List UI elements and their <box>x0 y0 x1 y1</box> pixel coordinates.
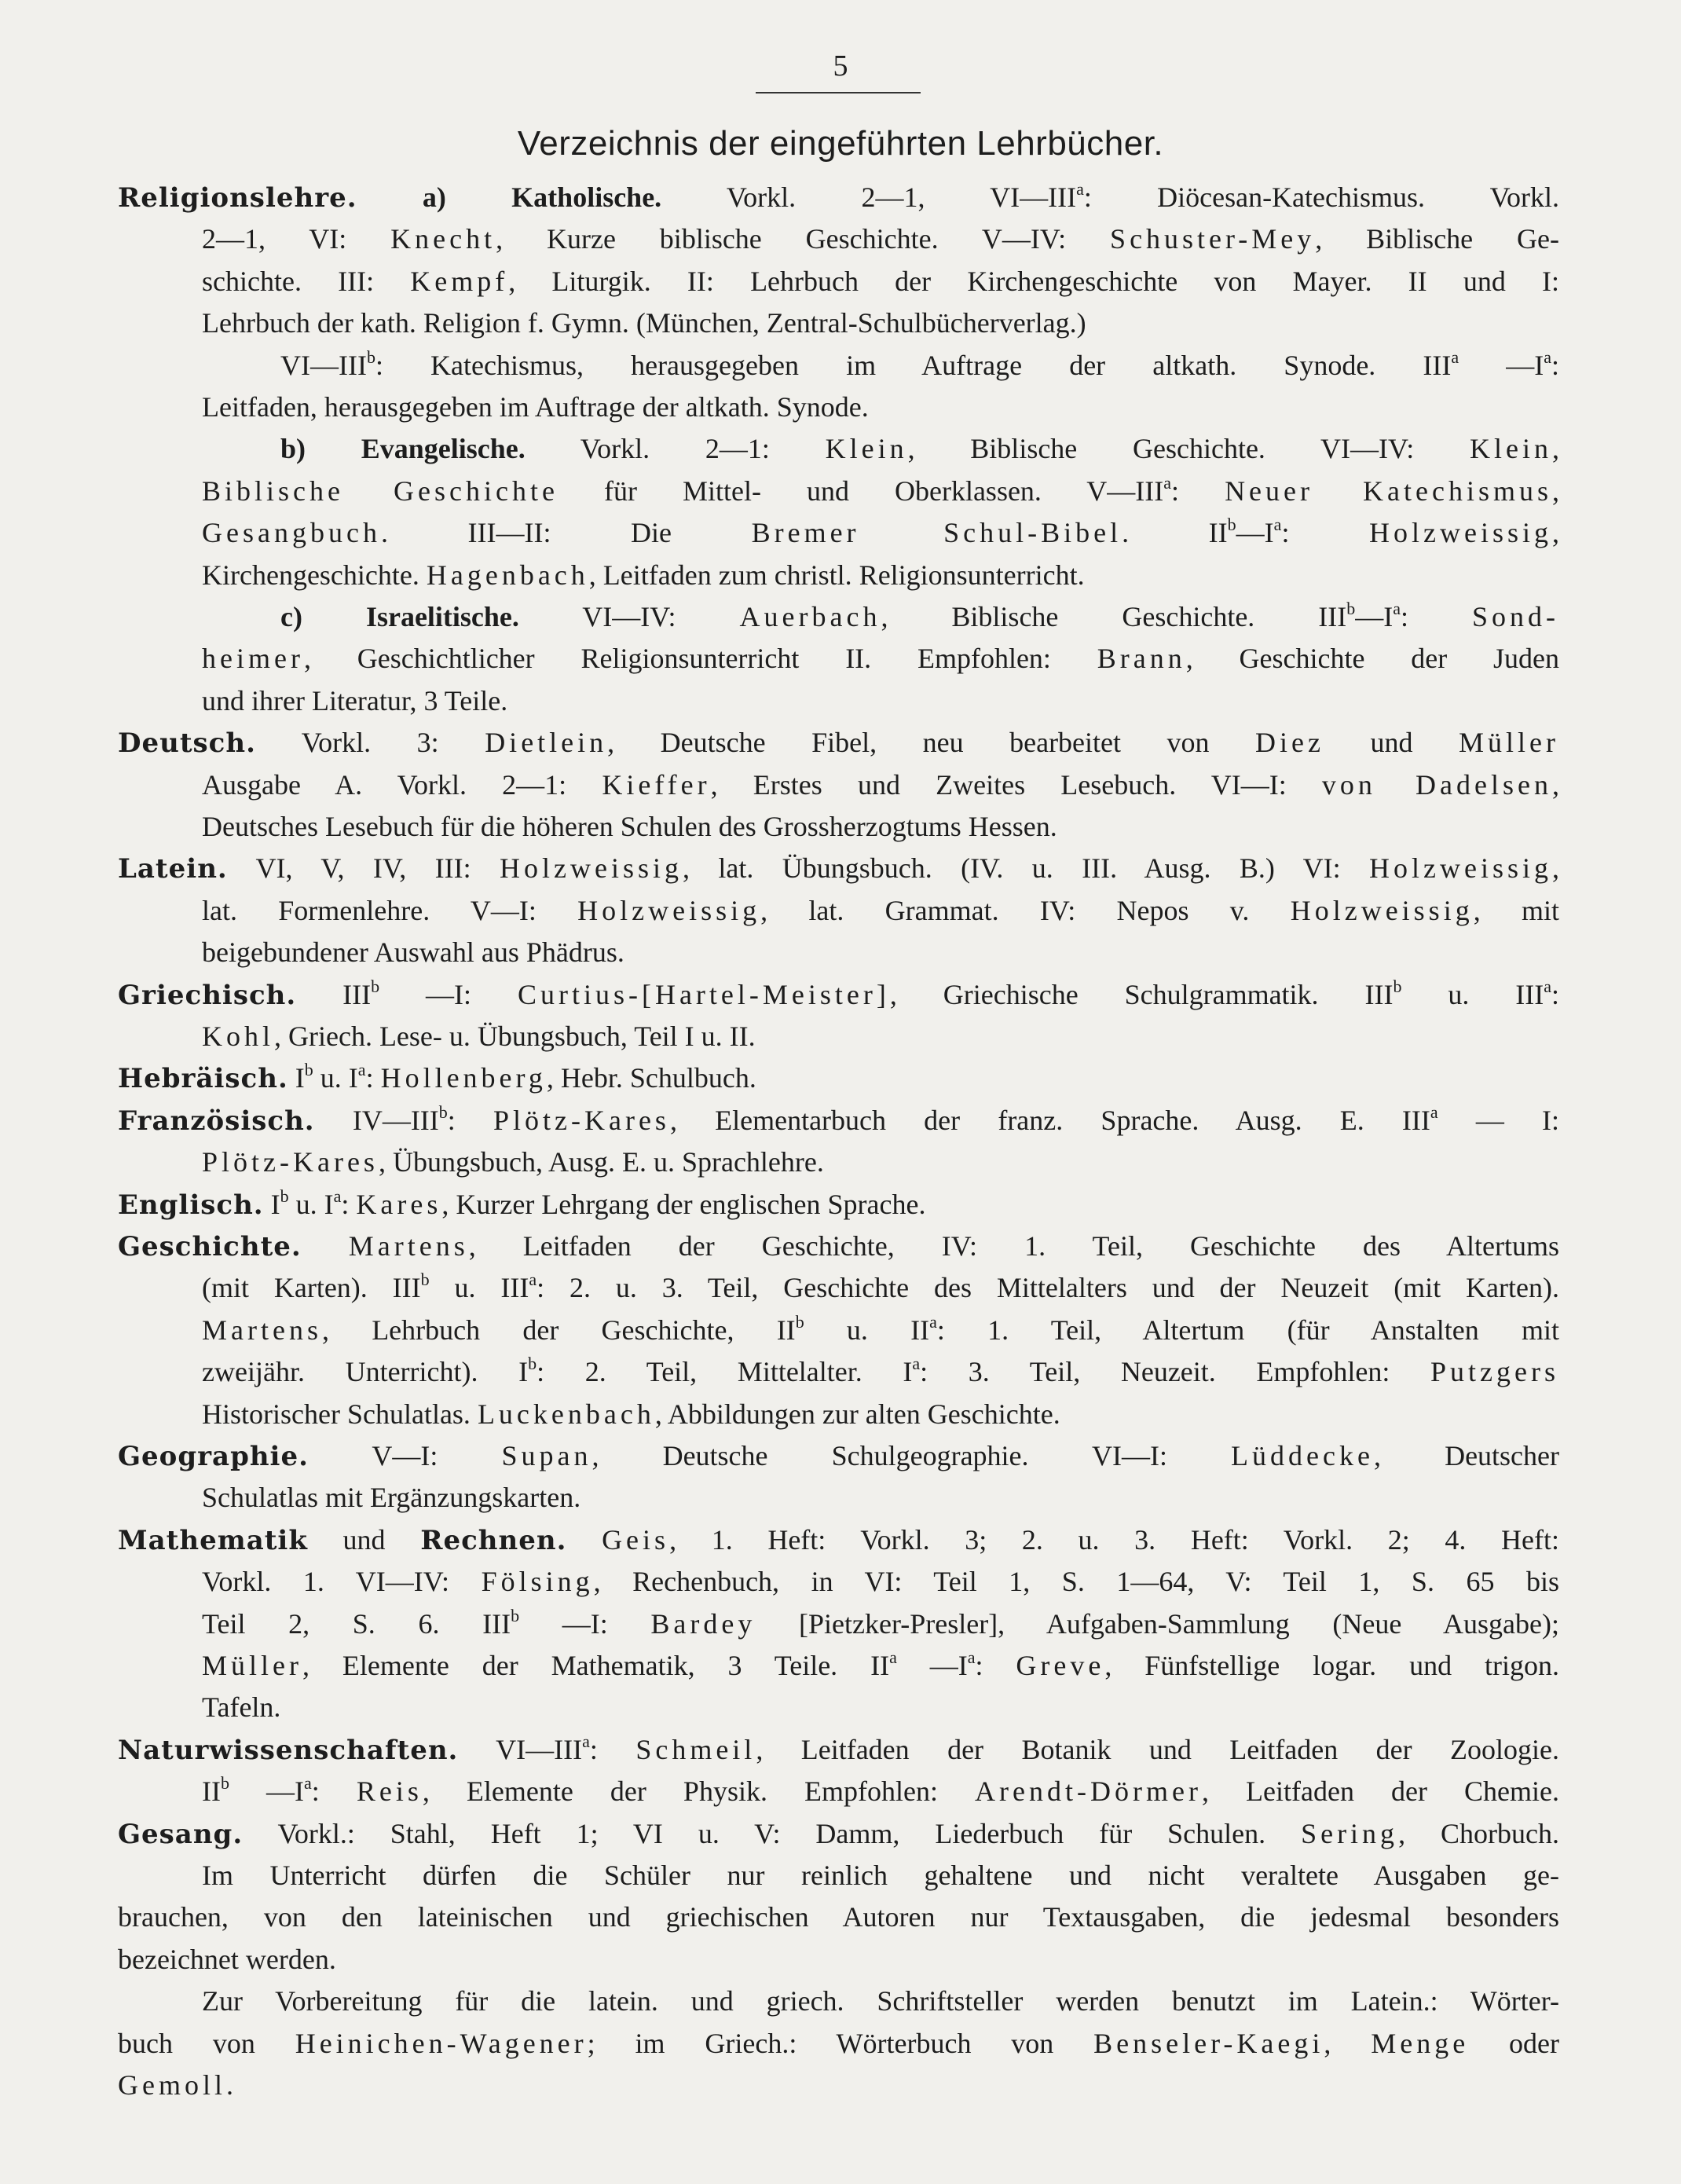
class-superscript: a <box>1544 976 1551 996</box>
subject-heading: Mathematik <box>118 1524 308 1556</box>
text-segment: , Geschichte der Juden <box>1185 643 1559 675</box>
text-segment: , Geschichtlicher Religionsunterricht II. Empfohlen: <box>303 643 1097 675</box>
class-superscript: a <box>912 1354 921 1374</box>
text-line <box>118 1058 756 1097</box>
class-superscript: b <box>511 1605 520 1625</box>
author-name: Diez <box>1255 727 1325 759</box>
text-segment: . <box>225 2069 233 2101</box>
class-superscript: a <box>357 1060 366 1080</box>
text-segment: , Abbildungen zur alten Geschichte. <box>654 1398 1060 1430</box>
author-name: Supan <box>501 1440 592 1471</box>
text-segment: , Kurze biblische Geschichte. V—IV: <box>496 223 1111 255</box>
subject-heading: Geschichte. <box>118 1231 302 1262</box>
text-segment: , 1. Heft: Vorkl. 3; 2. u. 3. Heft: Vorkl. 2; 4. Heft: <box>669 1523 1560 1556</box>
text-line <box>118 2024 1559 2063</box>
text-segment: , <box>1552 768 1559 801</box>
text-segment: Im Unterricht dürfen die Schüler nur reinlich gehaltene und nicht veraltete Ausgaben ge- <box>202 1860 1559 1891</box>
text-segment: Historischer Schulatlas. <box>202 1398 478 1430</box>
text-segment: zweijähr. Unterricht). I <box>202 1356 529 1388</box>
text-segment: —I <box>1355 601 1394 632</box>
text-segment: u. I <box>313 1062 358 1094</box>
text-line <box>202 1981 1559 2021</box>
text-segment: Vorkl. 2—1: <box>525 433 826 465</box>
subsection-heading: b) Evangelische. <box>280 433 526 465</box>
author-name: Putzgers <box>1430 1356 1559 1388</box>
text-segment: u. I <box>288 1188 334 1220</box>
page-number: 5 <box>833 49 848 82</box>
text-segment: u. III <box>429 1272 529 1304</box>
text-line <box>118 1730 1559 1769</box>
author-name: Sond- <box>1471 601 1559 632</box>
text-line <box>202 513 1559 552</box>
subsection-heading: c) Israelitische. <box>280 601 519 632</box>
text-segment: schichte. III: <box>202 265 411 297</box>
author-name: Brann <box>1097 643 1186 675</box>
text-segment: , <box>1552 852 1559 885</box>
author-name: Sering <box>1301 1817 1399 1849</box>
class-superscript: b <box>1346 599 1356 618</box>
author-name: Klein <box>1470 433 1552 465</box>
class-superscript: a <box>1393 599 1401 618</box>
class-superscript: a <box>529 1270 537 1290</box>
author-name: Martens <box>202 1314 322 1346</box>
text-segment: , Chorbuch. <box>1398 1817 1559 1849</box>
subject-heading: Latein. <box>118 853 228 885</box>
text-segment: , Elemente der Physik. Empfohlen: <box>422 1775 976 1808</box>
text-segment: I <box>263 1188 280 1220</box>
author-name: Martens <box>348 1230 469 1262</box>
text-segment: oder <box>1469 2027 1559 2059</box>
author-name: Bremer Schul-Bibel <box>751 517 1122 549</box>
class-superscript: b <box>795 1311 804 1332</box>
text-line <box>202 933 624 972</box>
text-segment: , Deutscher <box>1373 1440 1560 1471</box>
text-line <box>280 597 1559 636</box>
text-line <box>118 1897 1559 1937</box>
text-line <box>202 1142 824 1182</box>
class-superscript: b <box>220 1773 229 1794</box>
text-segment: —I: <box>379 978 518 1010</box>
subject-heading: Geographie. <box>118 1441 309 1472</box>
author-name: Müller <box>202 1650 302 1681</box>
text-segment: , Elementarbuch der franz. Sprache. Ausg. E. III <box>669 1104 1430 1136</box>
text-line <box>202 639 1559 678</box>
author-name: von Dadelsen <box>1321 768 1552 801</box>
text-line <box>202 1310 1559 1350</box>
text-segment: , Hebr. Schulbuch. <box>546 1062 756 1094</box>
text-segment: Ausgabe A. Vorkl. 2—1: <box>202 768 602 801</box>
text-line <box>202 1352 1559 1391</box>
text-line <box>118 178 1559 217</box>
text-line <box>202 681 507 720</box>
text-segment: Kirchengeschichte. <box>202 559 427 591</box>
text-segment: . II <box>1122 517 1228 549</box>
text-segment: (mit Karten). III <box>202 1272 421 1304</box>
text-line <box>280 346 1559 385</box>
class-superscript: b <box>528 1354 537 1374</box>
text-segment: beigebundener Auswahl aus Phädrus. <box>202 936 624 969</box>
text-segment: und ihrer Literatur, 3 Teile. <box>202 684 508 716</box>
class-superscript: a <box>1451 346 1459 367</box>
author-name: Hollenberg <box>380 1062 547 1094</box>
text-line <box>118 723 1559 762</box>
text-segment: , Lehrbuch der Geschichte, II <box>321 1314 796 1346</box>
author-name: Curtius-[Hartel-Meister] <box>517 978 890 1010</box>
text-segment: und <box>1324 727 1459 759</box>
text-line <box>118 1226 1559 1266</box>
text-segment: VI—III <box>458 1733 583 1765</box>
text-segment: brauchen, von den lateinischen und griechischen Autoren nur Textausgaben, die jedesmal besonders <box>118 1901 1559 1933</box>
text-segment: Zur Vorbereitung für die latein. und griech. Schriftsteller werden benutzt im Latein.: Wörter- <box>202 1985 1559 2017</box>
text-segment: Vorkl. 1. VI—IV: <box>202 1566 482 1598</box>
text-line <box>118 1940 336 1979</box>
subject-heading: Religionslehre. <box>118 182 357 214</box>
author-name: Plötz-Kares <box>202 1146 379 1178</box>
text-segment: [Pietzker-Presler], Aufgaben-Sammlung (Neue Ausgabe); <box>756 1607 1560 1640</box>
author-name: Holzweissig <box>1369 852 1552 885</box>
author-name: Gemoll <box>118 2069 226 2101</box>
text-line <box>202 1856 1559 1895</box>
text-line <box>202 1604 1559 1643</box>
text-segment: Vorkl. 3: <box>255 727 485 759</box>
class-superscript: a <box>889 1647 897 1667</box>
text-segment: , Biblische Geschichte. VI—IV: <box>907 433 1470 465</box>
text-segment: , <box>1324 2027 1372 2059</box>
text-segment: : <box>341 1188 357 1220</box>
class-superscript: b <box>420 1270 430 1290</box>
text-segment: : <box>311 1775 357 1808</box>
text-line <box>202 1478 580 1517</box>
text-segment: : 3. Teil, Neuzeit. Empfohlen: <box>920 1356 1431 1388</box>
text-segment: Deutsches Lesebuch für die höheren Schulen des Grossherzogtums Hessen. <box>202 811 1057 842</box>
subject-heading: Hebräisch. <box>118 1063 288 1095</box>
class-superscript: a <box>1544 346 1551 367</box>
text-segment: , Übungsbuch, Ausg. E. u. Sprachlehre. <box>378 1146 824 1178</box>
author-name: Fölsing <box>481 1566 594 1598</box>
text-segment <box>302 1230 349 1262</box>
text-line <box>202 262 1559 301</box>
page-number-rule <box>756 92 921 93</box>
class-superscript: b <box>1227 515 1236 535</box>
text-segment: , Elemente der Mathematik, 3 Teile. II <box>302 1650 890 1681</box>
text-segment: : <box>1551 978 1560 1010</box>
text-line <box>202 1562 1559 1601</box>
text-segment: Vorkl. 2—1, VI—III <box>661 181 1077 213</box>
author-name: Bardey <box>650 1607 756 1640</box>
text-segment: , Fünfstellige logar. und trigon. <box>1104 1650 1559 1681</box>
text-line <box>202 1394 1060 1434</box>
text-segment: . III—II: Die <box>380 517 752 549</box>
text-segment: , Leitfaden zum christl. Religionsunterricht. <box>588 559 1085 591</box>
text-segment: buch von <box>118 2027 295 2059</box>
subject-heading: Deutsch. <box>118 727 256 760</box>
text-segment: , Liturgik. II: Lehrbuch der Kirchengeschichte von Mayer. II und I: <box>508 265 1559 297</box>
page-title: Verzeichnis der eingeführten Lehrbücher. <box>517 124 1164 163</box>
text-segment: : <box>1171 475 1225 507</box>
subject-heading: Englisch. <box>118 1189 264 1221</box>
text-segment: , Biblische Ge- <box>1315 223 1560 255</box>
text-segment: Tafeln. <box>202 1691 281 1724</box>
class-superscript: b <box>366 346 375 367</box>
author-name: heimer <box>202 643 304 675</box>
text-line <box>280 429 1559 468</box>
subject-heading: Naturwissenschaften. <box>118 1734 459 1766</box>
text-line <box>202 1017 756 1056</box>
text-segment: Vorkl.: Stahl, Heft 1; VI u. V: Damm, Liederbuch für Schulen. <box>243 1817 1302 1849</box>
text-segment: —I <box>1236 517 1274 549</box>
text-segment: , Leitfaden der Chemie. <box>1201 1775 1559 1808</box>
class-superscript: a <box>1430 1101 1438 1122</box>
author-name: Kieffer <box>602 768 711 801</box>
class-superscript: a <box>304 1773 312 1794</box>
text-line <box>118 1814 1559 1853</box>
author-name: Schmeil <box>635 1733 756 1765</box>
text-line <box>202 891 1559 930</box>
text-line <box>118 2065 233 2105</box>
text-segment: Teil 2, S. 6. III <box>202 1607 511 1640</box>
subject-heading: Französisch. <box>118 1105 315 1137</box>
text-segment: II <box>202 1775 221 1808</box>
text-segment: , Leitfaden der Botanik und Leitfaden der Zoologie. <box>756 1733 1559 1765</box>
author-name: Heinichen-Wagener <box>295 2027 588 2059</box>
text-line <box>202 471 1559 511</box>
text-segment: für Mittel- und Oberklassen. V—III <box>558 475 1164 507</box>
text-line <box>202 219 1559 258</box>
text-line <box>202 555 1085 595</box>
text-segment: 2—1, VI: <box>202 223 391 255</box>
text-line <box>202 1687 280 1727</box>
text-line <box>118 1520 1559 1559</box>
author-name: Holzweissig <box>500 852 683 885</box>
class-superscript: a <box>967 1647 976 1667</box>
text-segment: bezeichnet werden. <box>118 1943 336 1975</box>
text-segment: , Rechenbuch, in VI: Teil 1, S. 1—64, V: Teil 1, S. 65 bis <box>593 1566 1559 1598</box>
text-line <box>202 1772 1559 1811</box>
text-segment: u. II <box>804 1314 930 1346</box>
text-segment: , Deutsche Schulgeographie. VI—I: <box>591 1440 1232 1471</box>
text-segment: : Diöcesan-Katechismus. Vorkl. <box>1083 181 1560 213</box>
text-segment: —I <box>896 1650 968 1681</box>
text-segment: lat. Formenlehre. V—I: <box>202 894 578 926</box>
text-segment: — I: <box>1437 1104 1559 1136</box>
author-name: Müller <box>1459 727 1560 759</box>
author-name: Kares <box>356 1188 442 1220</box>
text-segment: : <box>975 1650 1016 1681</box>
author-name: Schuster-Mey <box>1110 223 1316 255</box>
author-name: Holzweissig <box>577 894 761 926</box>
text-segment: , <box>1552 475 1559 507</box>
author-name: Arendt-Dörmer <box>975 1775 1202 1808</box>
class-superscript: a <box>1273 515 1282 535</box>
text-segment <box>566 1524 602 1556</box>
text-segment: , lat. Übungsbuch. (IV. u. III. Ausg. B.) VI: <box>682 852 1370 885</box>
text-segment: , <box>1552 433 1559 465</box>
author-name: Geis <box>602 1523 670 1556</box>
author-name: Reis <box>356 1775 423 1808</box>
text-segment: , <box>1552 517 1559 549</box>
text-segment: : <box>447 1104 493 1136</box>
text-line <box>202 303 1086 343</box>
text-segment: —I <box>1459 349 1544 381</box>
author-name: Greve <box>1016 1650 1105 1681</box>
text-segment: : 2. u. 3. Teil, Geschichte des Mittelalters und der Neuzeit (mit Karten). <box>537 1272 1559 1304</box>
author-name: Dietlein <box>485 727 608 759</box>
text-segment: , Erstes und Zweites Lesebuch. VI—I: <box>710 768 1322 801</box>
author-name: Menge <box>1371 2027 1470 2059</box>
text-segment: , lat. Grammat. IV: Nepos v. <box>760 894 1291 926</box>
text-segment: V—I: <box>308 1440 502 1471</box>
text-segment: , mit <box>1473 894 1559 926</box>
text-segment: Lehrbuch der kath. Religion f. Gymn. (München, Zentral-Schulbücherverlag.) <box>202 307 1086 339</box>
text-segment: VI—III <box>280 349 367 381</box>
text-segment: : <box>1551 349 1559 381</box>
text-segment: : Katechismus, herausgegeben im Auftrage der altkath. Synode. III <box>375 349 1452 381</box>
text-segment: , Griechische Schulgrammatik. III <box>889 978 1394 1010</box>
text-segment: Schulatlas mit Ergänzungskarten. <box>202 1482 581 1514</box>
text-segment: VI—IV: <box>518 601 740 632</box>
text-segment: III <box>296 978 372 1010</box>
author-name: Plötz-Kares <box>493 1104 670 1136</box>
author-name: Neuer Katechismus <box>1225 475 1552 507</box>
author-name: Klein <box>825 433 908 465</box>
text-segment: , Leitfaden der Geschichte, IV: 1. Teil, Geschichte des Altertums <box>468 1230 1559 1262</box>
class-superscript: b <box>280 1185 289 1206</box>
text-line <box>202 1646 1559 1685</box>
class-superscript: b <box>1393 976 1402 996</box>
class-superscript: a <box>929 1311 937 1332</box>
text-line <box>202 387 869 427</box>
author-name: Knecht <box>390 223 496 255</box>
text-segment: und <box>307 1523 421 1556</box>
class-superscript: b <box>304 1060 313 1080</box>
text-segment: VI, V, IV, III: <box>227 852 500 885</box>
text-line <box>118 848 1559 888</box>
class-superscript: a <box>1076 179 1084 199</box>
author-name: Luckenbach <box>477 1398 655 1430</box>
author-name: Auerbach <box>739 601 881 632</box>
subsection-heading: a) Katholische. <box>357 181 662 213</box>
text-segment: —I <box>229 1775 305 1808</box>
text-segment: , Kurzer Lehrgang der englischen Sprache. <box>441 1188 926 1220</box>
author-name: Hagenbach <box>426 559 589 591</box>
author-name: Lüddecke <box>1231 1440 1374 1471</box>
text-segment: —I: <box>519 1607 651 1640</box>
author-name: Holzweissig <box>1290 894 1474 926</box>
author-name: Benseler-Kaegi <box>1093 2027 1324 2059</box>
class-superscript: a <box>333 1185 342 1206</box>
text-segment: u. III <box>1401 978 1544 1010</box>
author-name: Holzweissig <box>1369 517 1552 549</box>
text-segment: Leitfaden, herausgegeben im Auftrage der altkath. Synode. <box>202 391 869 423</box>
text-segment: : <box>365 1062 381 1094</box>
text-segment: I <box>287 1062 305 1094</box>
subject-heading: Griechisch. <box>118 979 297 1011</box>
text-segment: : 1. Teil, Altertum (für Anstalten mit <box>936 1314 1559 1346</box>
class-superscript: a <box>582 1731 590 1751</box>
class-superscript: a <box>1163 472 1172 493</box>
class-superscript: b <box>438 1101 448 1122</box>
text-segment: , Biblische Geschichte. III <box>881 601 1347 632</box>
text-segment: : <box>1281 517 1370 549</box>
author-name: Biblische Geschichte <box>202 475 559 507</box>
text-line <box>118 1185 925 1224</box>
text-segment: : <box>1401 601 1472 632</box>
author-name: Gesangbuch <box>202 517 381 549</box>
text-line <box>202 765 1559 804</box>
text-line <box>118 1436 1559 1475</box>
text-segment: : <box>589 1733 636 1765</box>
text-segment: , Griech. Lese- u. Übungsbuch, Teil I u. II. <box>274 1021 756 1052</box>
text-line <box>202 1268 1559 1307</box>
class-superscript: b <box>371 976 380 996</box>
subject-heading: Rechnen. <box>420 1524 567 1556</box>
text-segment: IV—III <box>314 1104 439 1136</box>
author-name: Kempf <box>410 265 509 297</box>
text-segment: : 2. Teil, Mittelalter. I <box>537 1356 913 1388</box>
text-segment: , Deutsche Fibel, neu bearbeitet von <box>607 727 1256 759</box>
subject-heading: Gesang. <box>118 1818 244 1850</box>
text-line <box>118 1101 1559 1140</box>
text-line <box>202 807 1057 846</box>
text-segment: ; im Griech.: Wörterbuch von <box>587 2027 1094 2059</box>
author-name: Kohl <box>202 1021 274 1052</box>
text-line <box>118 975 1559 1014</box>
